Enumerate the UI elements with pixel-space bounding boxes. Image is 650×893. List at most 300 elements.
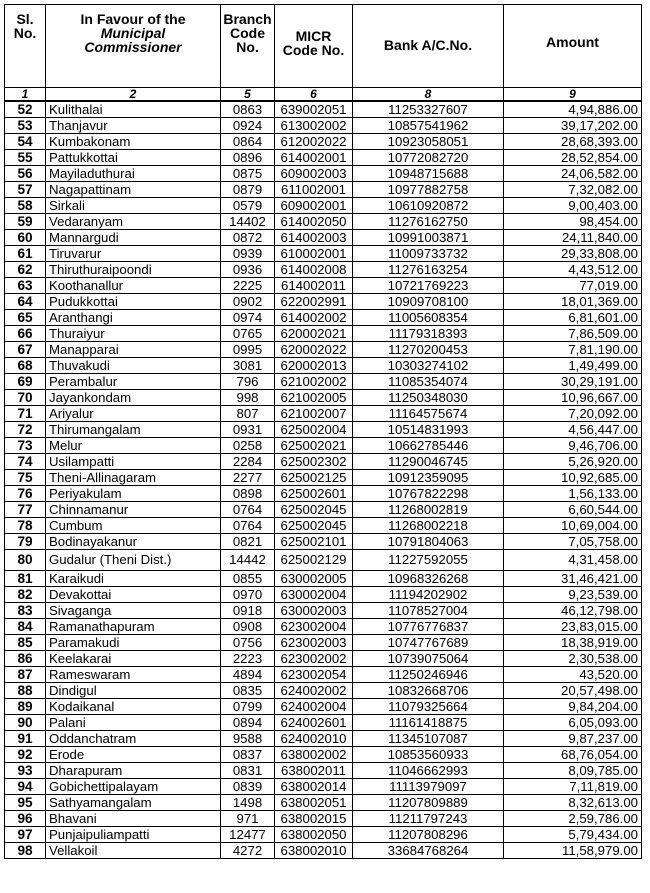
bank-account-cell: 10776776837 [353,619,504,635]
municipality-name-cell: Gobichettipalayam [46,779,221,795]
table-row [5,699,642,715]
bank-account-cell: 11005608354 [353,310,504,326]
table-row [5,118,642,134]
bank-account-cell: 11250246946 [353,667,504,683]
micr-code-cell: 625002601 [275,486,353,502]
municipality-name-cell: Paramakudi [46,635,221,651]
table-row [5,550,642,571]
branch-code-cell: 0908 [221,619,275,635]
amount-cell: 10,96,667.00 [504,390,642,406]
amount-cell: 7,11,819.00 [504,779,642,795]
micr-code-cell: 621002007 [275,406,353,422]
column-number: 8 [353,88,504,102]
bank-account-cell: 10747767689 [353,635,504,651]
table-row [5,843,642,859]
branch-code-cell: 4272 [221,843,275,859]
sl-no-cell: 74 [5,454,46,470]
municipality-name-cell: Mayiladuthurai [46,166,221,182]
sl-no-cell: 72 [5,422,46,438]
sl-no-cell: 71 [5,406,46,422]
micr-code-cell: 613002002 [275,118,353,134]
amount-cell: 46,12,798.00 [504,603,642,619]
micr-code-cell: 638002011 [275,763,353,779]
municipality-name-cell: Thiruthuraipoondi [46,262,221,278]
sl-no-cell: 65 [5,310,46,326]
amount-cell: 6,60,544.00 [504,502,642,518]
branch-code-cell: 2284 [221,454,275,470]
micr-code-cell: 639002051 [275,101,353,118]
table-header [5,5,642,102]
amount-cell: 30,29,191.00 [504,374,642,390]
micr-code-cell: 614002003 [275,230,353,246]
table-row [5,619,642,635]
sl-no-cell: 62 [5,262,46,278]
municipality-name-cell: Gudalur (Theni Dist.) [46,550,221,571]
branch-code-cell: 0936 [221,262,275,278]
bank-account-cell: 11250348030 [353,390,504,406]
amount-cell: 39,17,202.00 [504,118,642,134]
amount-cell: 5,79,434.00 [504,827,642,843]
table-row [5,635,642,651]
bank-account-cell: 10610920872 [353,198,504,214]
amount-cell: 4,31,458.00 [504,550,642,571]
municipality-name-cell: Manapparai [46,342,221,358]
amount-cell: 31,46,421.00 [504,571,642,587]
sl-no-cell: 98 [5,843,46,859]
amount-cell: 43,520.00 [504,667,642,683]
micr-code-cell: 624002004 [275,699,353,715]
amount-cell: 8,32,613.00 [504,795,642,811]
table-row [5,518,642,534]
sl-no-cell: 57 [5,182,46,198]
municipality-name-cell: Vedaranyam [46,214,221,230]
sl-no-cell: 81 [5,571,46,587]
branch-code-cell: 0764 [221,502,275,518]
table-row [5,326,642,342]
branch-code-cell: 796 [221,374,275,390]
amount-cell: 9,46,706.00 [504,438,642,454]
municipality-name-cell: Ramanathapuram [46,619,221,635]
amount-cell: 24,11,840.00 [504,230,642,246]
micr-code-cell: 612002022 [275,134,353,150]
municipality-name-cell: Keelakarai [46,651,221,667]
sl-no-cell: 77 [5,502,46,518]
micr-code-cell: 625002125 [275,470,353,486]
municipality-name-cell: Kodaikanal [46,699,221,715]
micr-code-cell: 625002101 [275,534,353,550]
table-row [5,278,642,294]
column-number: 2 [46,88,221,102]
bank-account-cell: 11046662993 [353,763,504,779]
micr-code-cell: 623002004 [275,619,353,635]
sl-no-cell: 83 [5,603,46,619]
micr-code-cell: 624002010 [275,731,353,747]
branch-code-cell: 0839 [221,779,275,795]
branch-code-cell: 14442 [221,550,275,571]
header-micr-code: MICR Code No. [275,5,353,88]
municipality-name-cell: Sathyamangalam [46,795,221,811]
branch-code-cell: 0995 [221,342,275,358]
sl-no-cell: 96 [5,811,46,827]
branch-code-cell: 0974 [221,310,275,326]
bank-account-cell: 10909708100 [353,294,504,310]
bank-account-cell: 10662785446 [353,438,504,454]
amount-cell: 4,43,512.00 [504,262,642,278]
bank-account-cell: 10832668706 [353,683,504,699]
table-row [5,747,642,763]
municipality-name-cell: Thuvakudi [46,358,221,374]
micr-code-cell: 622002991 [275,294,353,310]
bank-account-cell: 10303274102 [353,358,504,374]
table-row [5,230,642,246]
sl-no-cell: 59 [5,214,46,230]
amount-cell: 23,83,015.00 [504,619,642,635]
branch-code-cell: 12477 [221,827,275,843]
branch-code-cell: 0872 [221,230,275,246]
table-row [5,651,642,667]
micr-code-cell: 620002021 [275,326,353,342]
sl-no-cell: 78 [5,518,46,534]
branch-code-cell: 0970 [221,587,275,603]
sl-no-cell: 84 [5,619,46,635]
document-page [4,4,644,859]
municipality-name-cell: Thirumangalam [46,422,221,438]
micr-code-cell: 625002045 [275,502,353,518]
sl-no-cell: 87 [5,667,46,683]
branch-code-cell: 998 [221,390,275,406]
amount-cell: 9,87,237.00 [504,731,642,747]
amount-cell: 9,00,403.00 [504,198,642,214]
micr-code-cell: 609002003 [275,166,353,182]
header-in-favour: In Favour of the Municipal Commissioner [46,5,221,88]
branch-code-cell: 0579 [221,198,275,214]
sl-no-cell: 85 [5,635,46,651]
micr-code-cell: 610002001 [275,246,353,262]
micr-code-cell: 620002013 [275,358,353,374]
micr-code-cell: 614002002 [275,310,353,326]
table-row [5,358,642,374]
sl-no-cell: 92 [5,747,46,763]
branch-code-cell: 0939 [221,246,275,262]
sl-no-cell: 53 [5,118,46,134]
branch-code-cell: 0864 [221,134,275,150]
table-row [5,310,642,326]
bank-account-cell: 11270200453 [353,342,504,358]
branch-code-cell: 0837 [221,747,275,763]
municipality-name-cell: Oddanchatram [46,731,221,747]
micr-code-cell: 621002002 [275,374,353,390]
amount-cell: 29,33,808.00 [504,246,642,262]
table-row [5,811,642,827]
bank-account-cell: 10991003871 [353,230,504,246]
table-row [5,763,642,779]
branch-code-cell: 4894 [221,667,275,683]
municipality-name-cell: Usilampatti [46,454,221,470]
bank-account-cell: 10791804063 [353,534,504,550]
municipality-name-cell: Dindigul [46,683,221,699]
branch-code-cell: 9588 [221,731,275,747]
payment-table [4,4,642,859]
bank-account-cell: 10772082720 [353,150,504,166]
branch-code-cell: 0898 [221,486,275,502]
table-row [5,262,642,278]
micr-code-cell: 638002051 [275,795,353,811]
amount-cell: 1,56,133.00 [504,486,642,502]
branch-code-cell: 0924 [221,118,275,134]
sl-no-cell: 66 [5,326,46,342]
sl-no-cell: 55 [5,150,46,166]
municipality-name-cell: Bhavani [46,811,221,827]
bank-account-cell: 11276163254 [353,262,504,278]
bank-account-cell: 10739075064 [353,651,504,667]
bank-account-cell: 11009733732 [353,246,504,262]
table-row [5,438,642,454]
micr-code-cell: 638002050 [275,827,353,843]
sl-no-cell: 70 [5,390,46,406]
municipality-name-cell: Punjaipuliampatti [46,827,221,843]
amount-cell: 24,06,582.00 [504,166,642,182]
amount-cell: 7,81,190.00 [504,342,642,358]
column-number: 9 [504,88,642,102]
branch-code-cell: 0835 [221,683,275,699]
amount-cell: 9,23,539.00 [504,587,642,603]
municipality-name-cell: Sirkali [46,198,221,214]
bank-account-cell: 11164575674 [353,406,504,422]
micr-code-cell: 620002022 [275,342,353,358]
sl-no-cell: 76 [5,486,46,502]
amount-cell: 10,69,004.00 [504,518,642,534]
bank-account-cell: 11078527004 [353,603,504,619]
municipality-name-cell: Periyakulam [46,486,221,502]
micr-code-cell: 623002054 [275,667,353,683]
municipality-name-cell: Jayankondam [46,390,221,406]
branch-code-cell: 807 [221,406,275,422]
amount-cell: 6,81,601.00 [504,310,642,326]
amount-cell: 77,019.00 [504,278,642,294]
sl-no-cell: 73 [5,438,46,454]
branch-code-cell: 0855 [221,571,275,587]
bank-account-cell: 10767822298 [353,486,504,502]
municipality-name-cell: Pudukkottai [46,294,221,310]
branch-code-cell: 14402 [221,214,275,230]
sl-no-cell: 91 [5,731,46,747]
municipality-name-cell: Theni-Allinagaram [46,470,221,486]
table-row [5,715,642,731]
branch-code-cell: 0821 [221,534,275,550]
municipality-name-cell: Pattukkottai [46,150,221,166]
sl-no-cell: 64 [5,294,46,310]
branch-code-cell: 2223 [221,651,275,667]
micr-code-cell: 638002015 [275,811,353,827]
sl-no-cell: 88 [5,683,46,699]
amount-cell: 18,38,919.00 [504,635,642,651]
table-row [5,603,642,619]
micr-code-cell: 614002050 [275,214,353,230]
municipality-name-cell: Thuraiyur [46,326,221,342]
municipality-name-cell: Sivaganga [46,603,221,619]
municipality-name-cell: Melur [46,438,221,454]
branch-code-cell: 0863 [221,101,275,118]
sl-no-cell: 56 [5,166,46,182]
amount-cell: 7,05,758.00 [504,534,642,550]
municipality-name-cell: Karaikudi [46,571,221,587]
branch-code-cell: 0831 [221,763,275,779]
sl-no-cell: 63 [5,278,46,294]
bank-account-cell: 11227592055 [353,550,504,571]
sl-no-cell: 97 [5,827,46,843]
table-row [5,214,642,230]
bank-account-cell: 11207808296 [353,827,504,843]
column-number: 5 [221,88,275,102]
sl-no-cell: 60 [5,230,46,246]
micr-code-cell: 609002001 [275,198,353,214]
sl-no-cell: 58 [5,198,46,214]
bank-account-cell: 11085354074 [353,374,504,390]
table-row [5,101,642,118]
sl-no-cell: 89 [5,699,46,715]
header-bank-account: Bank A/C.No. [353,5,504,88]
amount-cell: 7,86,509.00 [504,326,642,342]
sl-no-cell: 79 [5,534,46,550]
micr-code-cell: 611002001 [275,182,353,198]
micr-code-cell: 621002005 [275,390,353,406]
municipality-name-cell: Vellakoil [46,843,221,859]
micr-code-cell: 625002004 [275,422,353,438]
table-row [5,502,642,518]
bank-account-cell: 11079325664 [353,699,504,715]
amount-cell: 2,30,538.00 [504,651,642,667]
sl-no-cell: 75 [5,470,46,486]
micr-code-cell: 614002001 [275,150,353,166]
bank-account-cell: 11290046745 [353,454,504,470]
branch-code-cell: 0258 [221,438,275,454]
branch-code-cell: 0894 [221,715,275,731]
table-row [5,454,642,470]
table-row [5,587,642,603]
table-row [5,198,642,214]
bank-account-cell: 11276162750 [353,214,504,230]
bank-account-cell: 10968326268 [353,571,504,587]
micr-code-cell: 638002002 [275,747,353,763]
sl-no-cell: 68 [5,358,46,374]
branch-code-cell: 0875 [221,166,275,182]
municipality-name-cell: Cumbum [46,518,221,534]
bank-account-cell: 11211797243 [353,811,504,827]
sl-no-cell: 86 [5,651,46,667]
municipality-name-cell: Aranthangi [46,310,221,326]
table-row [5,571,642,587]
micr-code-cell: 638002014 [275,779,353,795]
municipality-name-cell: Thanjavur [46,118,221,134]
table-row [5,667,642,683]
table-row [5,342,642,358]
amount-cell: 1,49,499.00 [504,358,642,374]
column-number: 1 [5,88,46,102]
sl-no-cell: 69 [5,374,46,390]
sl-no-cell: 94 [5,779,46,795]
amount-cell: 5,26,920.00 [504,454,642,470]
micr-code-cell: 625002021 [275,438,353,454]
table-row [5,406,642,422]
column-number: 6 [275,88,353,102]
bank-account-cell: 11268002819 [353,502,504,518]
branch-code-cell: 1498 [221,795,275,811]
bank-account-cell: 11253327607 [353,101,504,118]
amount-cell: 28,52,854.00 [504,150,642,166]
branch-code-cell: 0764 [221,518,275,534]
micr-code-cell: 614002011 [275,278,353,294]
branch-code-cell: 0799 [221,699,275,715]
amount-cell: 7,20,092.00 [504,406,642,422]
bank-account-cell: 11179318393 [353,326,504,342]
micr-code-cell: 623002003 [275,635,353,651]
bank-account-cell: 10912359095 [353,470,504,486]
table-row [5,390,642,406]
sl-no-cell: 90 [5,715,46,731]
header-sl-no: Sl. No. [5,5,46,88]
municipality-name-cell: Kulithalai [46,101,221,118]
sl-no-cell: 52 [5,101,46,118]
branch-code-cell: 0756 [221,635,275,651]
table-row [5,150,642,166]
bank-account-cell: 10853560933 [353,747,504,763]
amount-cell: 10,92,685.00 [504,470,642,486]
amount-cell: 28,68,393.00 [504,134,642,150]
table-row [5,294,642,310]
branch-code-cell: 0765 [221,326,275,342]
branch-code-cell: 0902 [221,294,275,310]
municipality-name-cell: Palani [46,715,221,731]
branch-code-cell: 0879 [221,182,275,198]
amount-cell: 4,56,447.00 [504,422,642,438]
table-row [5,470,642,486]
table-body [5,101,642,859]
bank-account-cell: 10948715688 [353,166,504,182]
amount-cell: 68,76,054.00 [504,747,642,763]
table-row [5,795,642,811]
sl-no-cell: 95 [5,795,46,811]
table-row [5,534,642,550]
amount-cell: 18,01,369.00 [504,294,642,310]
municipality-name-cell: Bodinayakanur [46,534,221,550]
municipality-name-cell: Dharapuram [46,763,221,779]
table-row [5,182,642,198]
table-row [5,731,642,747]
amount-cell: 7,32,082.00 [504,182,642,198]
amount-cell: 2,59,786.00 [504,811,642,827]
sl-no-cell: 54 [5,134,46,150]
municipality-name-cell: Nagapattinam [46,182,221,198]
amount-cell: 9,84,204.00 [504,699,642,715]
sl-no-cell: 61 [5,246,46,262]
bank-account-cell: 10857541962 [353,118,504,134]
municipality-name-cell: Tiruvarur [46,246,221,262]
municipality-name-cell: Ariyalur [46,406,221,422]
header-amount: Amount [504,5,642,88]
bank-account-cell: 11113979097 [353,779,504,795]
amount-cell: 20,57,498.00 [504,683,642,699]
table-row [5,683,642,699]
micr-code-cell: 630002003 [275,603,353,619]
table-row [5,486,642,502]
bank-account-cell: 10514831993 [353,422,504,438]
amount-cell: 11,58,979.00 [504,843,642,859]
municipality-name-cell: Devakottai [46,587,221,603]
branch-code-cell: 0896 [221,150,275,166]
table-row [5,246,642,262]
bank-account-cell: 33684768264 [353,843,504,859]
micr-code-cell: 625002129 [275,550,353,571]
